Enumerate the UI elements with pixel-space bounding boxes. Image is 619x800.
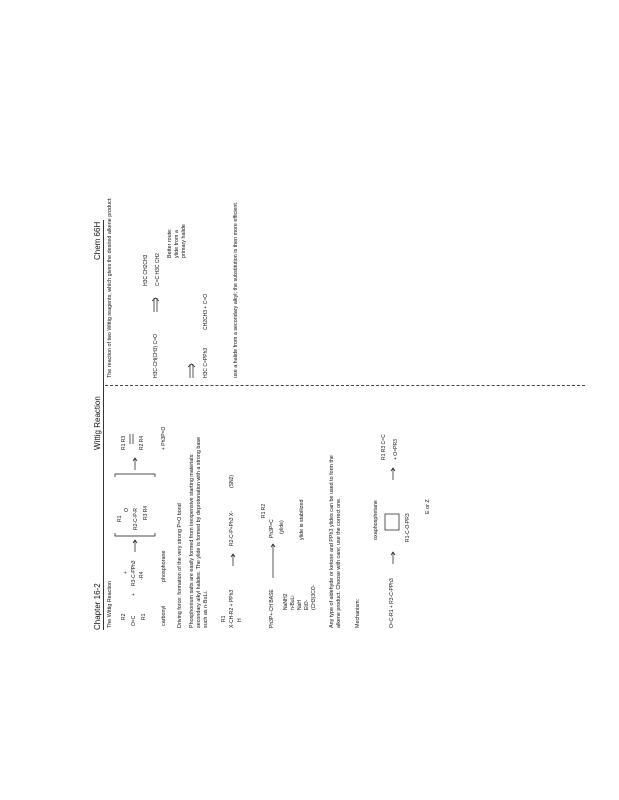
byproduct: + Ph3P=O [161,426,167,450]
oxaphosphetane: R1-C-O-PR3 [405,513,411,542]
salt-r1: R1 [221,615,227,622]
ylide-charge-minus: - [139,578,145,580]
salt-reactants: X-CH-R2 + PPh3 [229,589,235,628]
plus-sign-1: + [131,593,137,596]
note-line-3: such as n-BuLi. [203,590,209,628]
salt-product: R2-C-P+Ph3 X- [229,511,235,546]
general-note-1: Any type of aldehyde or ketone and PPh3 ylides can be used to form the [329,455,335,628]
carbonyl-r1: R1 [141,613,147,620]
ylide-product: Ph3P=C [269,519,275,538]
header-rule [103,220,104,630]
route2-ylide: CH2CH3 + C=O [203,293,209,330]
driving-force: Driving force: formation of the very strong P=O bond [177,503,183,628]
oxaphosphetane-label: oxaphosphetane [373,500,379,540]
base-1: NaNH2 [283,593,289,610]
mechanism-title: Mechanism: [355,598,361,628]
betaine-r1: R1 [117,515,123,522]
footer-note: use a halide from a secondary alkyl; the substitution is then more efficient. [233,201,239,378]
route-note: Better route: ylide from a primary halide [167,224,187,258]
header-topic: Wittig Reaction [93,396,102,450]
question: The reaction of two Wittig reagents, which gives the desired alkene product: [107,197,113,378]
salt-h: H [237,618,243,622]
carbonyl: O=C [131,615,137,626]
route1-product: H3C CH2CH3 [143,254,149,286]
label-phosphorane: phosphorane [161,550,167,582]
stability-note: ylide is stabilized [299,499,305,540]
alkene-top: R1 R3 [121,435,127,450]
base-4: EtO- [304,599,310,610]
carbonyl-r2: R2 [121,613,127,620]
header-chapter: Chapter 16-2 [93,583,102,630]
route2-reactant: H3C C=PPh3 [203,347,209,378]
oxaphosphetane-ring [383,512,401,532]
ylide-product-r: R1 R2 [261,503,267,518]
note-line-1: Phosphonium salts are easily formed from inexpensive starting materials: [189,453,195,628]
route1-extra: C=C H3C CH2 [155,253,161,286]
rotated-page [93,197,589,630]
ylide-charge-plus: + [123,571,129,574]
mechanism-step-1: O=C-R1 + R3-C-PPh3 [389,578,395,628]
mechanism-arrow-1 [391,550,395,564]
ylide: R3-C-PPh3 [131,560,137,586]
betaine-core: R2-C-P-R [133,508,139,530]
retro-arrow-1 [153,296,159,312]
final-alkene: R1 R3 C=C [381,434,387,460]
retro-arrow-2 [189,362,195,378]
final-byproduct: + O=PR3 [393,439,399,460]
header-course: Chem 66H [93,221,102,260]
route1-reactant: H3C-CH(CH3) C=O [153,333,159,378]
ylide-note: (ylide) [279,520,285,534]
alkene-bottom: R2 R4 [139,435,145,450]
ylide-formation: Ph3P+-CH BASE [269,589,275,628]
salt-arrow-label: (SN2) [229,474,235,488]
base-arrow [271,542,275,578]
page-content [93,197,589,630]
alkene-double-bond [129,432,135,444]
base-3: NaH [297,599,303,610]
note-line-2: secondary alkyl halides. The ylide is formed by deprotonation with a strong base [196,436,202,628]
base-5: (CH3)3CO- [311,584,317,610]
forward-arrow-1 [133,538,137,552]
final-label: E or Z [425,499,431,514]
column-divider [105,385,585,386]
general-note-2: alkene product. Choose with care; use the correct one. [336,497,342,628]
salt-arrow [231,552,235,566]
betaine-oxygen: O [124,508,130,512]
label-carbonyl: carbonyl [161,605,167,626]
ylide-r4: R4 [139,571,145,578]
base-2: n-BuLi [290,595,296,610]
section-title: The Wittig Reaction [107,580,113,628]
mechanism-arrow-2 [391,466,395,480]
forward-arrow-2 [133,456,137,470]
betaine-substituents: R3 R4 [143,505,149,520]
